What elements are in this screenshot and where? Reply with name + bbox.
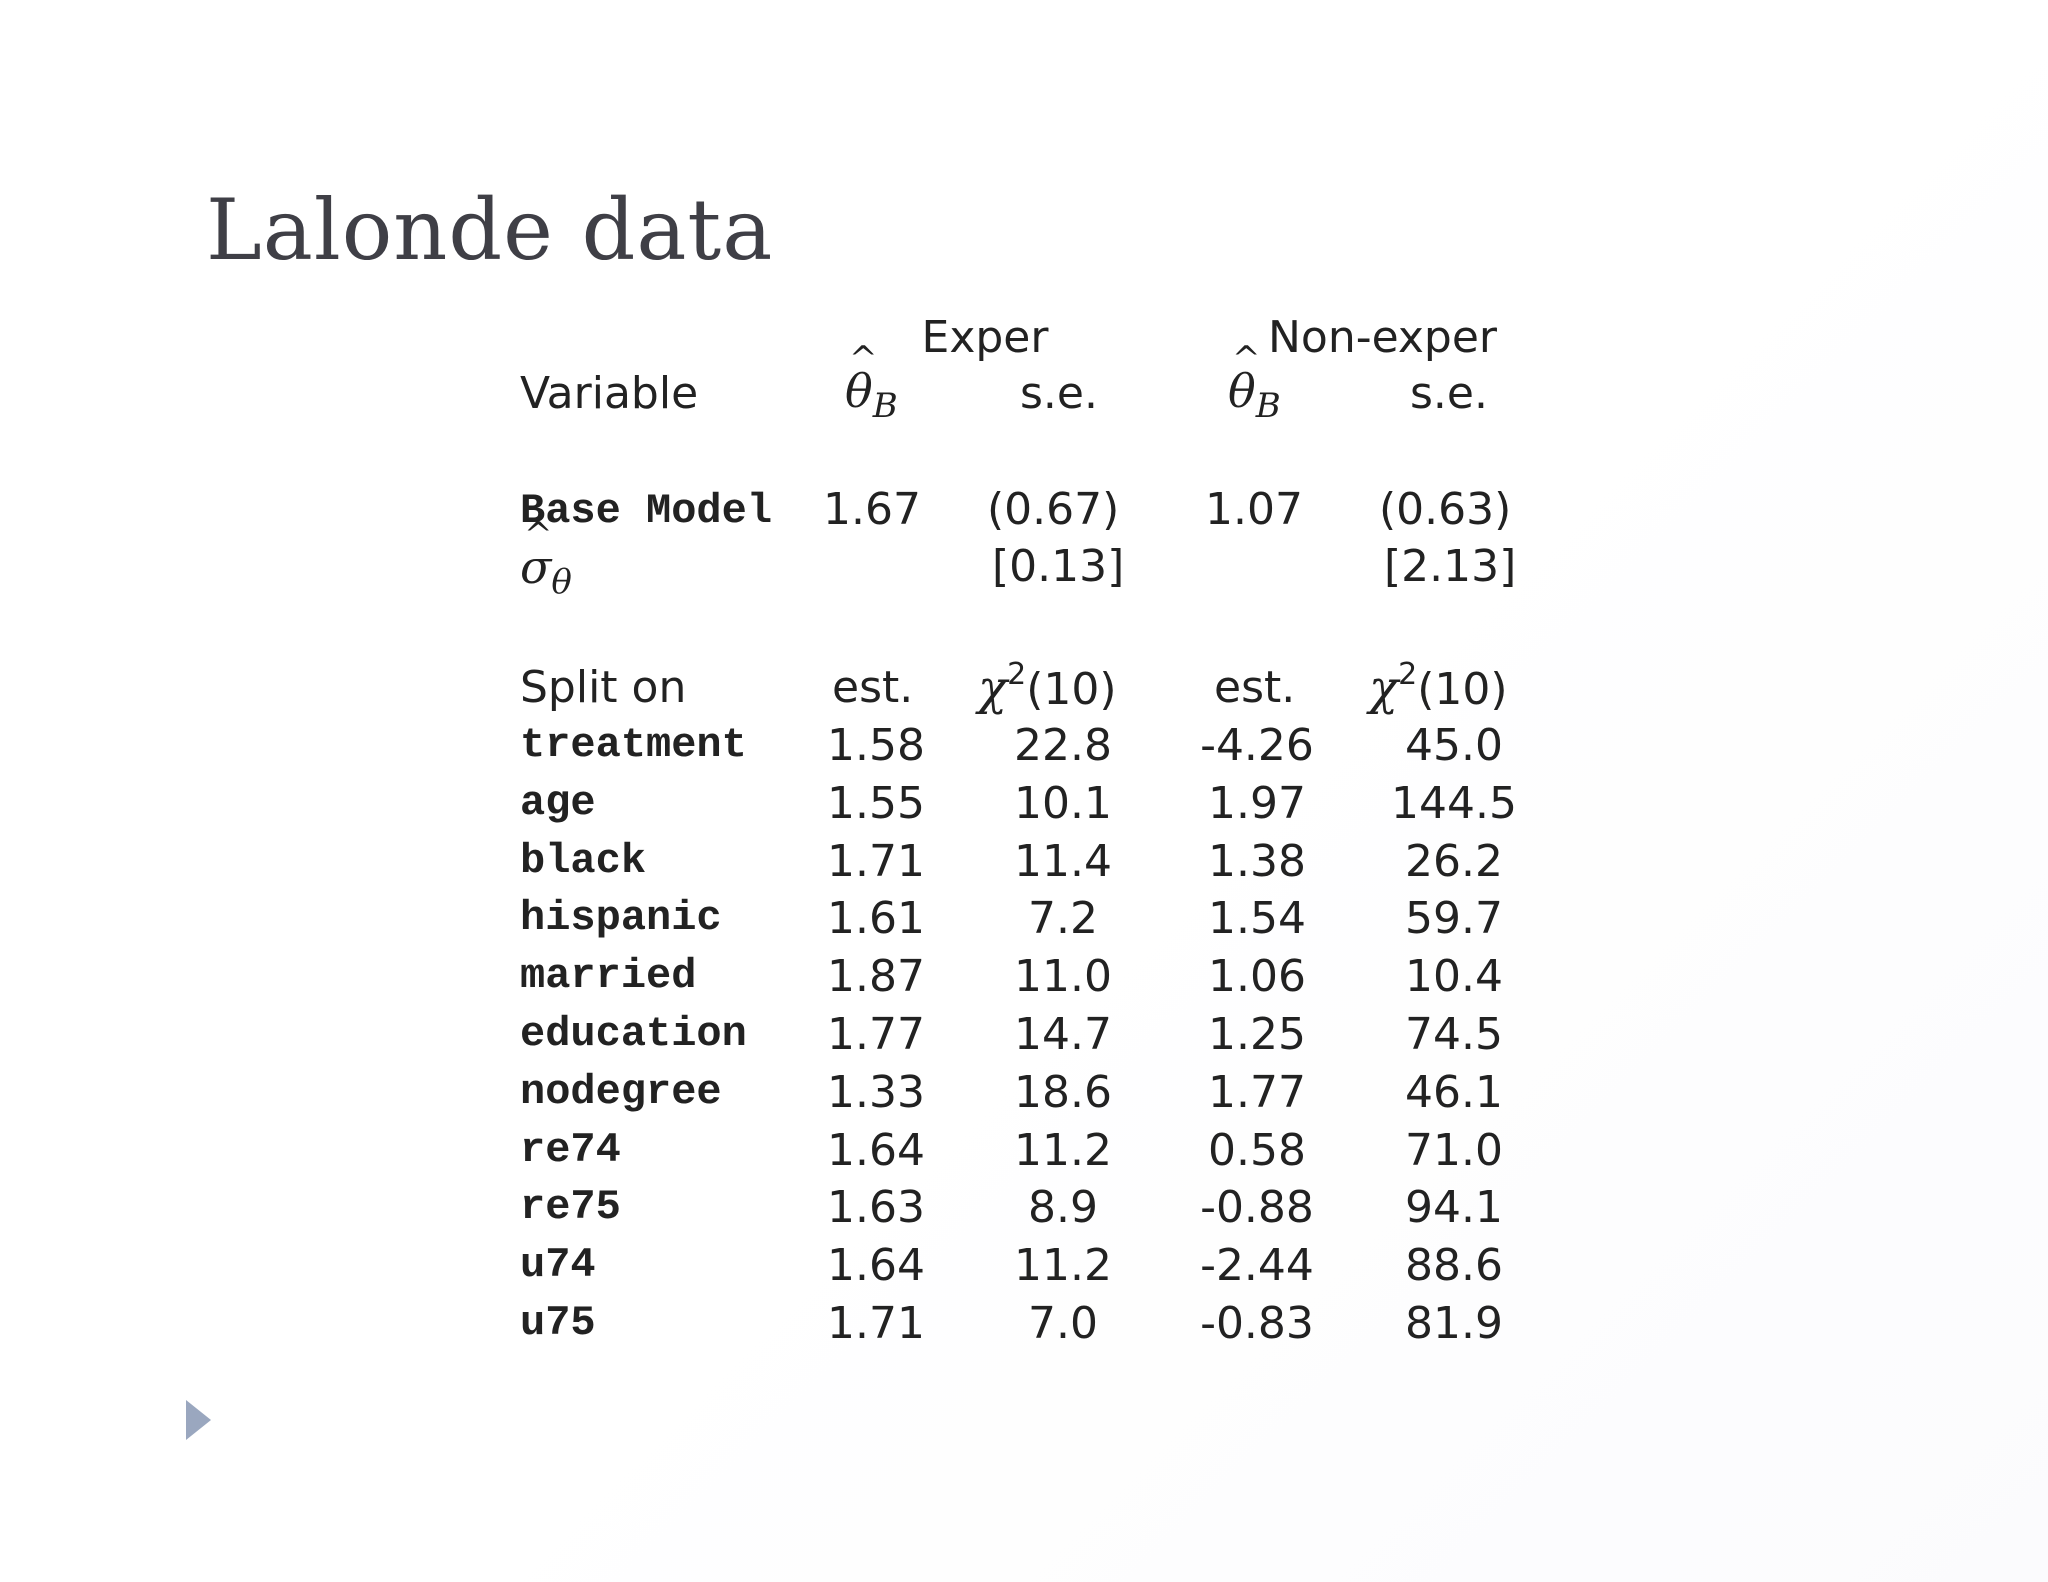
- split-on-label: Split on: [520, 662, 687, 713]
- row-cell-variable: nodegree: [520, 1067, 722, 1116]
- row-cell-exper-chi: 11.4: [1014, 835, 1112, 887]
- row-cell-variable: married: [520, 952, 697, 1001]
- row-cell-exper-chi: 14.7: [1014, 1009, 1112, 1060]
- row-cell-exper-chi: 22.8: [1014, 720, 1112, 771]
- base-model-label: Base Model: [520, 487, 773, 535]
- row-cell-exper-chi: 7.2: [1028, 893, 1098, 945]
- sigma-theta-label: ^ $\sigma_\theta$: [520, 544, 572, 599]
- row-cell-exper-chi: 8.9: [1028, 1182, 1098, 1234]
- row-cell-exper-est: 1.87: [827, 951, 925, 1003]
- split-chi-nonexper: $\chi^2(10)$: [1369, 657, 1508, 716]
- group-header-nonexper: Non-exper: [1268, 312, 1498, 363]
- sigma-nonexper-value: [2.13]: [1384, 541, 1517, 592]
- row-cell-nonexper-est: 1.54: [1208, 893, 1306, 945]
- row-cell-nonexper-chi: 94.1: [1405, 1182, 1503, 1234]
- row-cell-nonexper-chi: 81.9: [1405, 1298, 1503, 1349]
- row-cell-variable: u75: [520, 1299, 596, 1347]
- row-cell-exper-est: 1.61: [827, 893, 925, 945]
- row-cell-variable: education: [520, 1010, 747, 1058]
- row-cell-exper-est: 1.71: [827, 835, 925, 887]
- row-cell-nonexper-est: -2.44: [1200, 1240, 1314, 1292]
- group-header-exper: Exper: [921, 312, 1049, 363]
- row-cell-nonexper-est: -0.83: [1200, 1298, 1314, 1349]
- split-est-nonexper: est.: [1214, 662, 1296, 713]
- base-model-nonexper-se: (0.63): [1379, 484, 1512, 535]
- row-cell-nonexper-chi: 144.5: [1391, 777, 1517, 829]
- row-cell-nonexper-est: -4.26: [1200, 720, 1314, 771]
- row-cell-nonexper-chi: 88.6: [1405, 1240, 1503, 1292]
- row-cell-variable: re75: [520, 1183, 621, 1232]
- row-cell-variable: black: [520, 836, 647, 885]
- base-model-exper-se: (0.67): [987, 484, 1120, 535]
- row-cell-exper-chi: 18.6: [1014, 1066, 1112, 1118]
- header-variable: Variable: [520, 368, 699, 419]
- row-cell-exper-est: 1.64: [827, 1240, 925, 1292]
- row-cell-exper-chi: 11.0: [1014, 951, 1112, 1003]
- triangle-right-icon: [186, 1400, 211, 1440]
- header-theta-nonexper: ^ $\theta_B$: [1228, 368, 1281, 423]
- row-cell-exper-est: 1.55: [827, 777, 925, 829]
- row-cell-variable: re74: [520, 1125, 621, 1174]
- row-cell-exper-est: 1.71: [827, 1298, 925, 1349]
- row-cell-exper-est: 1.63: [827, 1182, 925, 1234]
- header-se-nonexper: s.e.: [1410, 368, 1488, 419]
- row-cell-exper-est: 1.58: [827, 720, 925, 771]
- row-cell-nonexper-chi: 26.2: [1405, 835, 1503, 887]
- header-se-exper: s.e.: [1020, 368, 1098, 419]
- row-cell-nonexper-chi: 45.0: [1405, 720, 1503, 771]
- row-cell-nonexper-chi: 71.0: [1405, 1124, 1503, 1176]
- slide-title: Lalonde data: [206, 181, 774, 279]
- row-cell-variable: hispanic: [520, 894, 722, 943]
- row-cell-nonexper-est: 1.38: [1208, 835, 1306, 887]
- row-cell-variable: u74: [520, 1241, 596, 1290]
- row-cell-exper-est: 1.77: [827, 1009, 925, 1060]
- row-cell-variable: treatment: [520, 721, 747, 769]
- row-cell-exper-chi: 10.1: [1014, 777, 1112, 829]
- base-model-exper-est: 1.67: [823, 484, 921, 535]
- row-cell-nonexper-chi: 46.1: [1405, 1066, 1503, 1118]
- row-cell-exper-chi: 11.2: [1014, 1124, 1112, 1176]
- header-theta-exper: ^ $\theta_B$: [845, 368, 898, 423]
- row-cell-nonexper-est: 1.25: [1208, 1009, 1306, 1060]
- row-cell-nonexper-chi: 74.5: [1405, 1009, 1503, 1060]
- base-model-nonexper-est: 1.07: [1205, 484, 1303, 535]
- row-cell-exper-est: 1.33: [827, 1066, 925, 1118]
- split-est-exper: est.: [832, 662, 914, 713]
- row-cell-nonexper-chi: 10.4: [1405, 951, 1503, 1003]
- row-cell-variable: age: [520, 778, 596, 827]
- row-cell-exper-est: 1.64: [827, 1124, 925, 1176]
- row-cell-exper-chi: 11.2: [1014, 1240, 1112, 1292]
- row-cell-nonexper-est: 1.06: [1208, 951, 1306, 1003]
- split-chi-exper: $\chi^2(10)$: [978, 657, 1117, 716]
- row-cell-nonexper-est: 1.77: [1208, 1066, 1306, 1118]
- row-cell-nonexper-est: 0.58: [1208, 1124, 1306, 1176]
- row-cell-nonexper-est: 1.97: [1208, 777, 1306, 829]
- row-cell-nonexper-chi: 59.7: [1405, 893, 1503, 945]
- sigma-exper-value: [0.13]: [992, 541, 1125, 592]
- row-cell-nonexper-est: -0.88: [1200, 1182, 1314, 1234]
- row-cell-exper-chi: 7.0: [1028, 1298, 1098, 1349]
